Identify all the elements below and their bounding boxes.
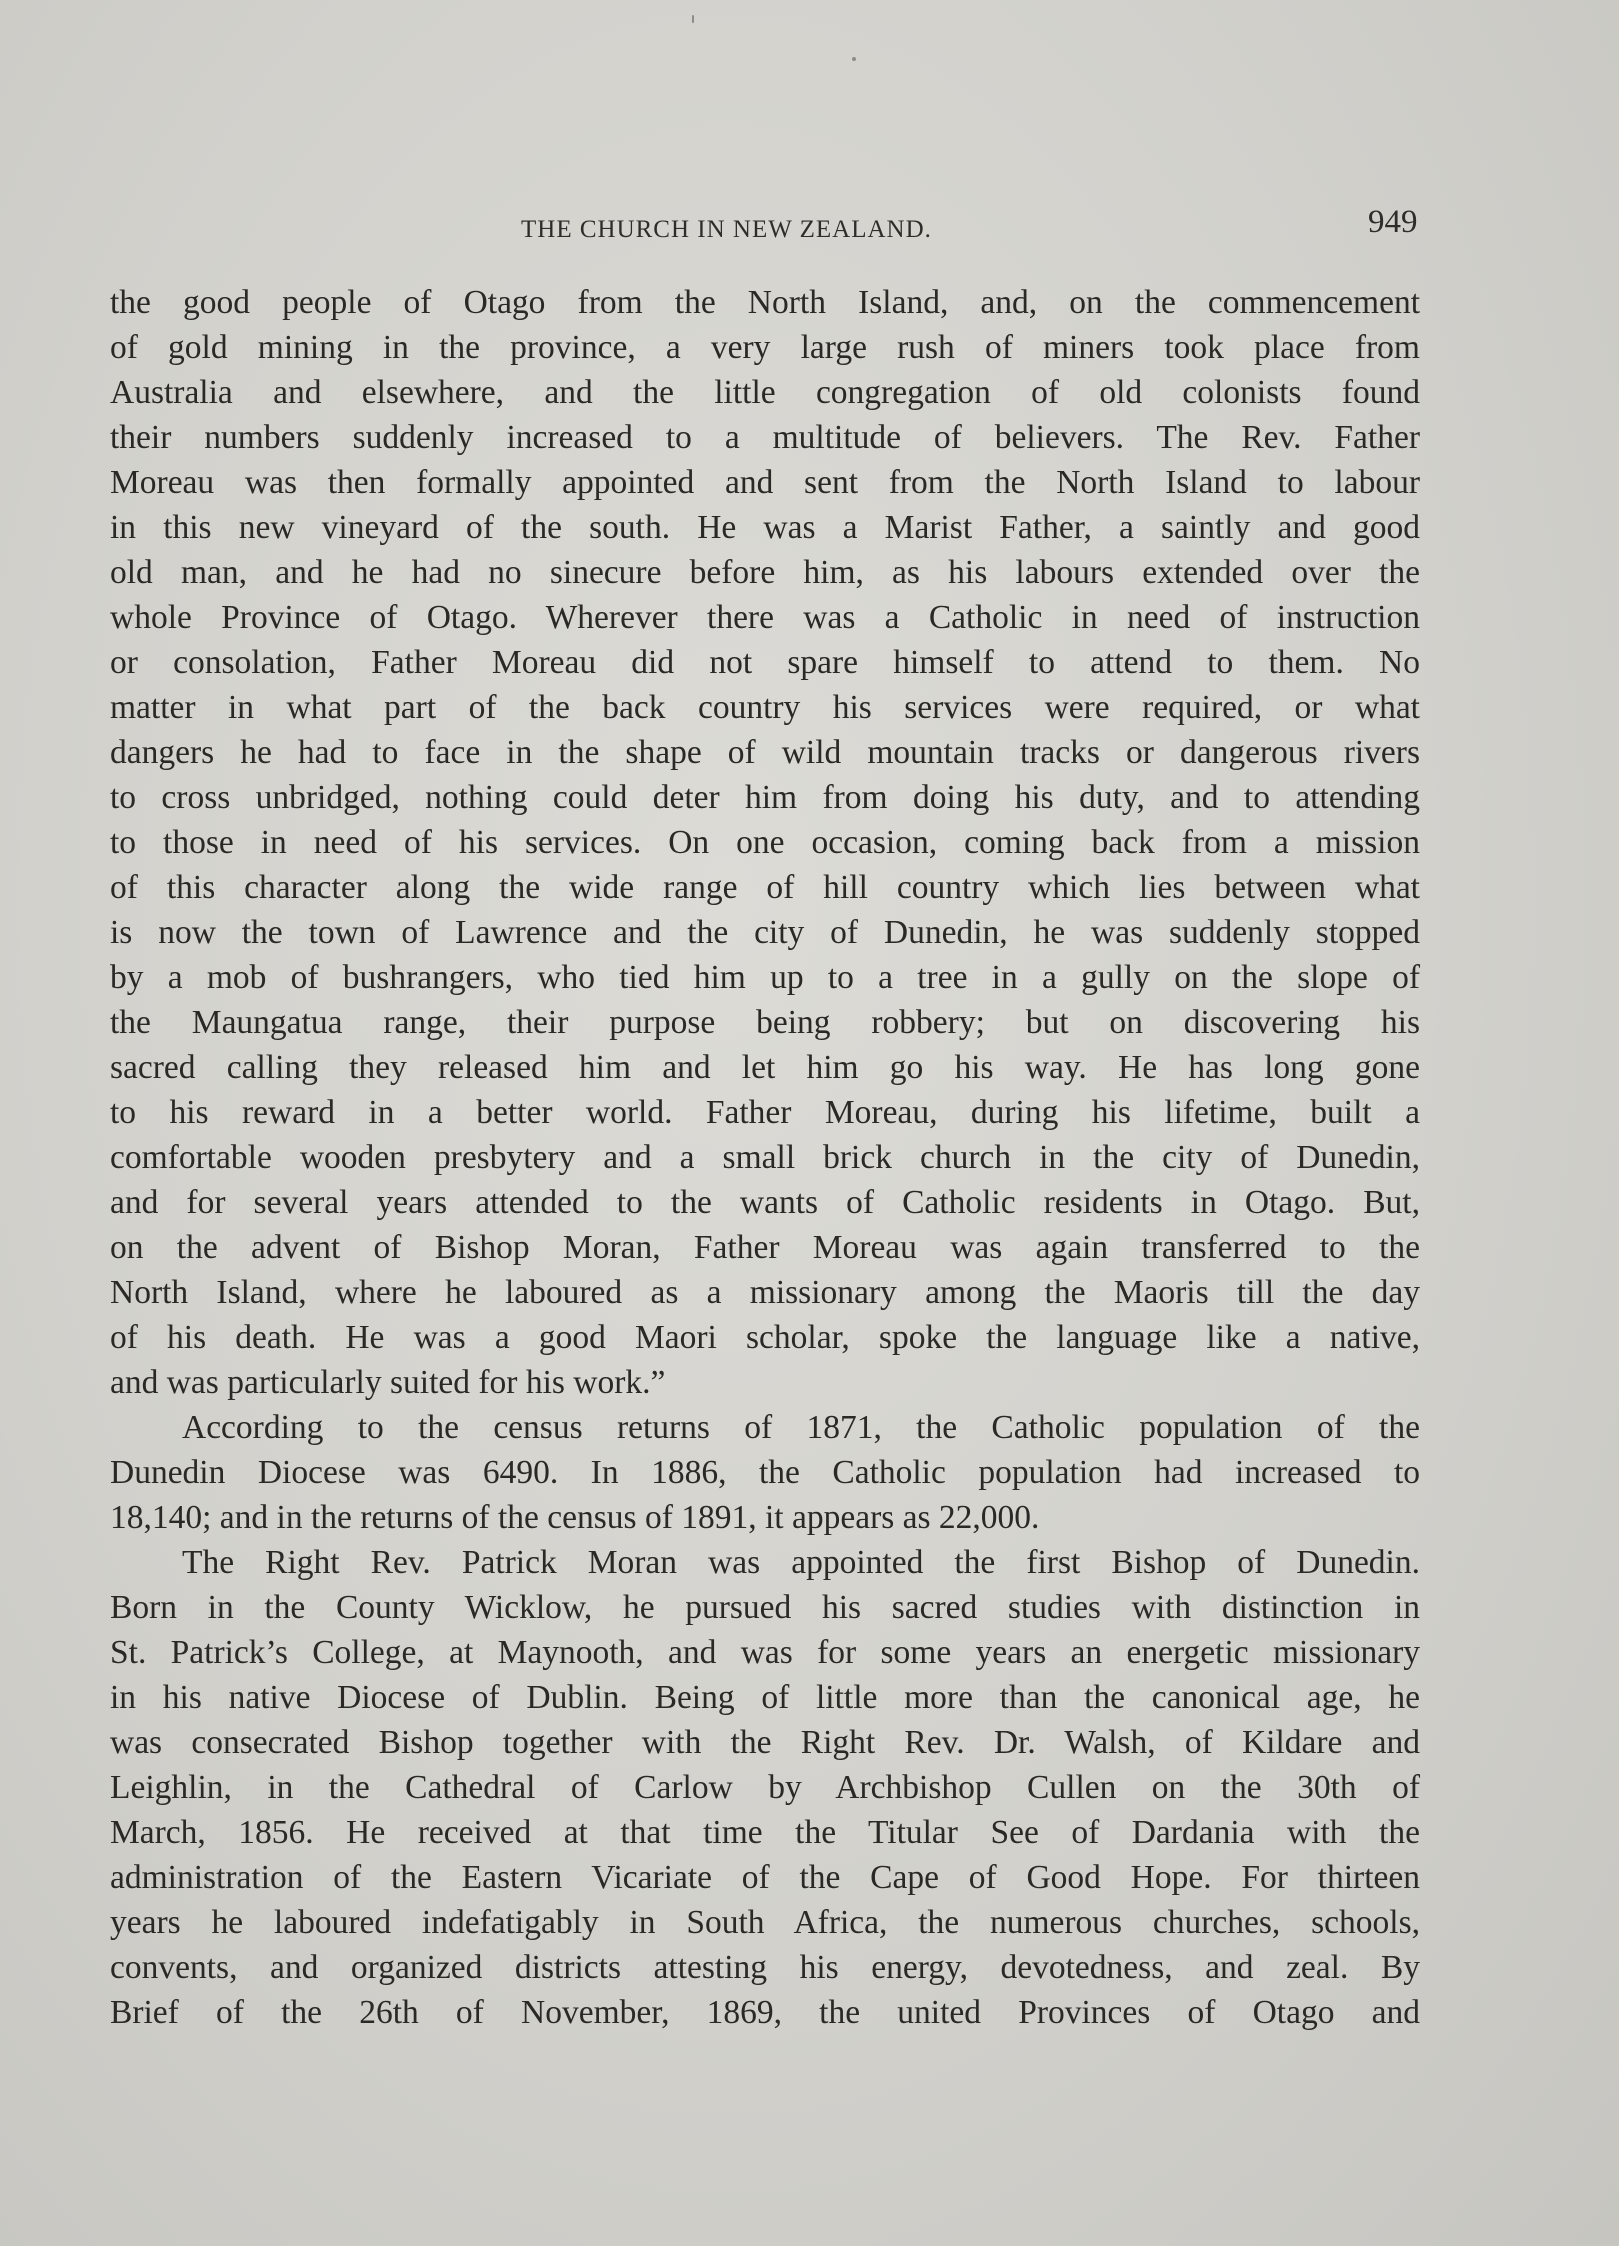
text-line-content: comfortable wooden presbytery and a small brick church in the city of Dunedin, bbox=[110, 1139, 1420, 1176]
text-line-content: March, 1856. He received at that time the Titular See of Dardania with the bbox=[110, 1814, 1420, 1851]
text-line-content: years he laboured indefatigably in South Africa, the numerous churches, schools, bbox=[110, 1904, 1420, 1941]
text-line-content: sacred calling they released him and let him go his way. He has long gone bbox=[110, 1049, 1420, 1086]
text-line-content: According to the census returns of 1871, the Catholic population of the bbox=[182, 1409, 1420, 1446]
paragraph bbox=[110, 1540, 1420, 2035]
text-line bbox=[110, 415, 1420, 460]
text-line bbox=[110, 1045, 1420, 1090]
text-line-content: matter in what part of the back country his services were required, or what bbox=[110, 689, 1420, 726]
paragraph bbox=[110, 1405, 1420, 1540]
text-line bbox=[110, 1000, 1420, 1045]
text-line-content: 18,140; and in the returns of the census of 1891, it appears as 22,000. bbox=[110, 1499, 1040, 1536]
text-line-content: The Right Rev. Patrick Moran was appointed the first Bishop of Dunedin. bbox=[182, 1544, 1420, 1581]
text-line-content: St. Patrick’s College, at Maynooth, and was for some years an energetic missionary bbox=[110, 1634, 1420, 1671]
text-line bbox=[110, 1360, 1420, 1405]
text-line bbox=[110, 685, 1420, 730]
text-line bbox=[110, 550, 1420, 595]
text-line bbox=[110, 775, 1420, 820]
text-line-content: their numbers suddenly increased to a multitude of believers. The Rev. Father bbox=[110, 419, 1420, 456]
text-line-content: of gold mining in the province, a very large rush of miners took place from bbox=[110, 329, 1420, 366]
text-line-content: was consecrated Bishop together with the Right Rev. Dr. Walsh, of Kildare and bbox=[110, 1724, 1420, 1761]
text-line-content: Australia and elsewhere, and the little congregation of old colonists found bbox=[110, 374, 1420, 411]
text-line-content: Dunedin Diocese was 6490. In 1886, the Catholic population had increased to bbox=[110, 1454, 1420, 1491]
text-line bbox=[110, 1450, 1420, 1495]
text-line-content: the good people of Otago from the North Island, and, on the commencement bbox=[110, 284, 1420, 321]
text-line bbox=[110, 460, 1420, 505]
text-line bbox=[110, 1900, 1420, 1945]
text-line-content: or consolation, Father Moreau did not spare himself to attend to them. No bbox=[110, 644, 1420, 681]
text-line bbox=[110, 1585, 1420, 1630]
running-title: THE CHURCH IN NEW ZEALAND. bbox=[521, 216, 932, 243]
text-line bbox=[110, 1495, 1420, 1540]
text-line-content: convents, and organized districts attesting his energy, devotedness, and zeal. By bbox=[110, 1949, 1420, 1986]
text-line-content: to his reward in a better world. Father Moreau, during his lifetime, built a bbox=[110, 1094, 1420, 1131]
text-line bbox=[110, 1405, 1420, 1450]
text-line bbox=[110, 1090, 1420, 1135]
text-line bbox=[110, 865, 1420, 910]
page-number: 949 bbox=[1368, 204, 1418, 240]
text-line bbox=[110, 910, 1420, 955]
text-line-content: to those in need of his services. On one occasion, coming back from a mission bbox=[110, 824, 1420, 861]
text-line bbox=[110, 505, 1420, 550]
text-line-content: Brief of the 26th of November, 1869, the united Provinces of Otago and bbox=[110, 1994, 1420, 2031]
text-line-content: administration of the Eastern Vicariate of the Cape of Good Hope. For thirteen bbox=[110, 1859, 1420, 1896]
text-line bbox=[110, 370, 1420, 415]
page-speck bbox=[852, 57, 856, 61]
paragraph bbox=[110, 280, 1420, 1405]
text-line-content: and for several years attended to the wants of Catholic residents in Otago. But, bbox=[110, 1184, 1420, 1221]
text-line bbox=[110, 280, 1420, 325]
text-line-content: in this new vineyard of the south. He was a Marist Father, a saintly and good bbox=[110, 509, 1420, 546]
text-line-content: North Island, where he laboured as a missionary among the Maoris till the day bbox=[110, 1274, 1420, 1311]
text-line bbox=[110, 1990, 1420, 2035]
text-line bbox=[110, 1945, 1420, 1990]
text-line bbox=[110, 1720, 1420, 1765]
text-line-content: the Maungatua range, their purpose being robbery; but on discovering his bbox=[110, 1004, 1420, 1041]
text-line-content: Born in the County Wicklow, he pursued his sacred studies with distinction in bbox=[110, 1589, 1420, 1626]
text-line-content: old man, and he had no sinecure before him, as his labours extended over the bbox=[110, 554, 1420, 591]
text-line bbox=[110, 1180, 1420, 1225]
body-text bbox=[110, 280, 1420, 2035]
text-line bbox=[110, 1810, 1420, 1855]
text-line bbox=[110, 820, 1420, 865]
text-line-content: of this character along the wide range of hill country which lies between what bbox=[110, 869, 1420, 906]
text-line bbox=[110, 1765, 1420, 1810]
page-speck bbox=[692, 15, 694, 23]
text-line bbox=[110, 1855, 1420, 1900]
text-line-content: Moreau was then formally appointed and sent from the North Island to labour bbox=[110, 464, 1420, 501]
text-line-content: to cross unbridged, nothing could deter him from doing his duty, and to attending bbox=[110, 779, 1420, 816]
text-line bbox=[110, 325, 1420, 370]
text-line bbox=[110, 1630, 1420, 1675]
text-line bbox=[110, 1135, 1420, 1180]
text-line-content: is now the town of Lawrence and the city of Dunedin, he was suddenly stopped bbox=[110, 914, 1420, 951]
text-line-content: Leighlin, in the Cathedral of Carlow by Archbishop Cullen on the 30th of bbox=[110, 1769, 1420, 1806]
text-line-content: of his death. He was a good Maori scholar, spoke the language like a native, bbox=[110, 1319, 1420, 1356]
text-line-content: in his native Diocese of Dublin. Being of little more than the canonical age, he bbox=[110, 1679, 1420, 1716]
text-line-content: whole Province of Otago. Wherever there was a Catholic in need of instruction bbox=[110, 599, 1420, 636]
text-line bbox=[110, 1225, 1420, 1270]
text-line-content: dangers he had to face in the shape of wild mountain tracks or dangerous rivers bbox=[110, 734, 1420, 771]
text-line bbox=[110, 595, 1420, 640]
text-line bbox=[110, 955, 1420, 1000]
text-line-content: on the advent of Bishop Moran, Father Moreau was again transferred to the bbox=[110, 1229, 1420, 1266]
text-line bbox=[110, 1270, 1420, 1315]
text-line-content: and was particularly suited for his work.” bbox=[110, 1364, 666, 1401]
text-line bbox=[110, 730, 1420, 775]
text-line bbox=[110, 1540, 1420, 1585]
text-line-content: by a mob of bushrangers, who tied him up to a tree in a gully on the slope of bbox=[110, 959, 1420, 996]
text-line bbox=[110, 1675, 1420, 1720]
text-line bbox=[110, 1315, 1420, 1360]
text-line bbox=[110, 640, 1420, 685]
